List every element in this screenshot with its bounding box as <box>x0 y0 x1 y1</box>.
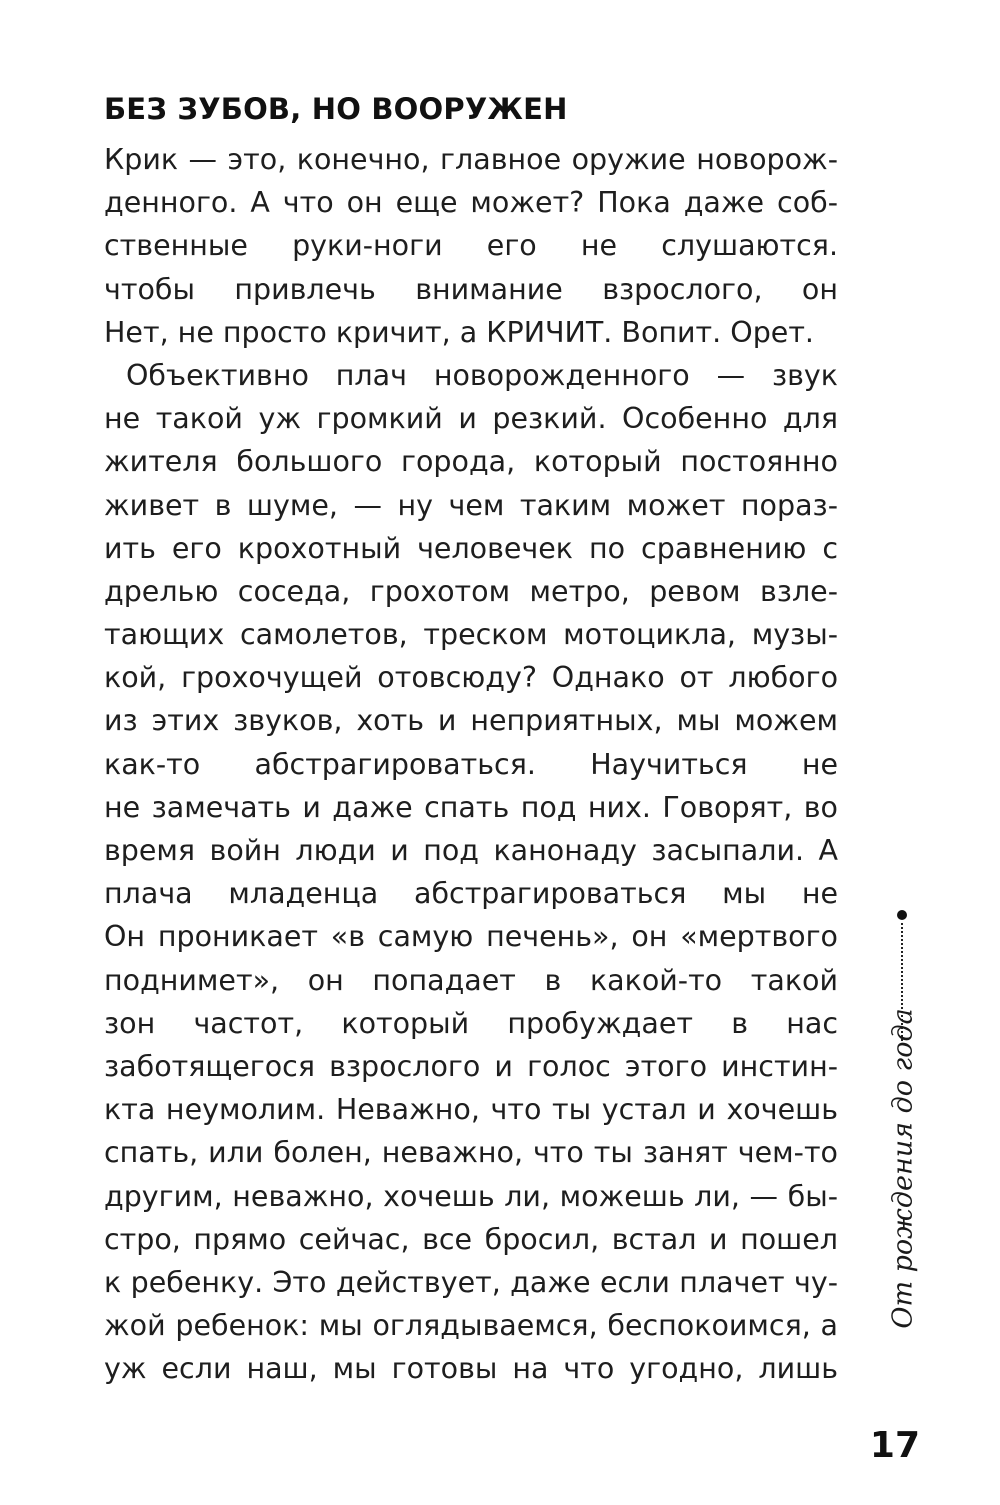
text-line: кта неумолим. Неважно, что ты устал и хочешь <box>104 1093 838 1127</box>
bullet-dot <box>897 910 907 920</box>
text-line: плача младенца абстрагироваться мы не <box>104 877 838 911</box>
text-line: другим, неважно, хочешь ли, можешь ли, — бы- <box>104 1179 838 1213</box>
text-line: ить его крохотный человечек по сравнению с <box>104 531 838 565</box>
text-line: чтобы привлечь внимание взрослого, он <box>104 272 838 306</box>
text-line: ственные руки-ноги его не слушаются. <box>104 229 838 263</box>
text-line: спать, или болен, неважно, что ты занят чем-то <box>104 1136 838 1170</box>
text-line: Крик — это, конечно, главное оружие новорож- <box>104 143 838 176</box>
text-line: к ребенку. Это действует, даже если плачет чу- <box>104 1265 838 1299</box>
text-line: жителя большого города, который постоянно <box>104 445 838 479</box>
text-line: из этих звуков, хоть и неприятных, мы можем <box>104 704 838 738</box>
text-line: денного. А что он еще может? Пока даже соб- <box>104 186 838 220</box>
text-line: кой, грохочущей отовсюду? Однако от любого <box>104 661 838 695</box>
text-line: заботящегося взрослого и голос этого инстин- <box>104 1049 838 1083</box>
text-line: Объективно плач новорожденного — звук <box>126 358 838 392</box>
text-line: время войн люди и под канонаду засыпали. А <box>104 834 838 867</box>
text-line: жой ребенок: мы оглядываемся, беспокоимся, а <box>104 1309 838 1343</box>
text-line: живет в шуме, — ну чем таким может пораз- <box>104 488 838 522</box>
page-number: 17 <box>869 1425 920 1466</box>
body-text <box>104 138 838 1390</box>
text-line: уж если наш, мы готовы на что угодно, лишь <box>104 1352 838 1386</box>
text-line: не замечать и даже спать под них. Говорят, во <box>104 790 838 824</box>
text-line: Нет, не просто кричит, а КРИЧИТ. Вопит. Орет. <box>104 315 814 349</box>
text-line: дрелью соседа, грохотом метро, ревом взле- <box>104 574 838 608</box>
chapter-heading: БЕЗ ЗУБОВ, НО ВООРУЖЕН <box>104 92 568 126</box>
running-title: От рождения до года <box>887 1007 919 1329</box>
text-line: тающих самолетов, треском мотоцикла, музы- <box>104 618 838 652</box>
text-line: стро, прямо сейчас, все бросил, встал и пошел <box>104 1222 838 1256</box>
text-line: как-то абстрагироваться. Научиться не <box>104 747 838 781</box>
text-line: поднимет», он попадает в какой-то такой <box>104 963 838 997</box>
text-line: не такой уж громкий и резкий. Особенно для <box>104 402 838 436</box>
text-line: зон частот, который пробуждает в нас <box>104 1006 838 1040</box>
text-line: Он проникает «в самую печень», он «мертвого <box>104 920 838 954</box>
running-title-sidebar <box>872 905 919 1395</box>
